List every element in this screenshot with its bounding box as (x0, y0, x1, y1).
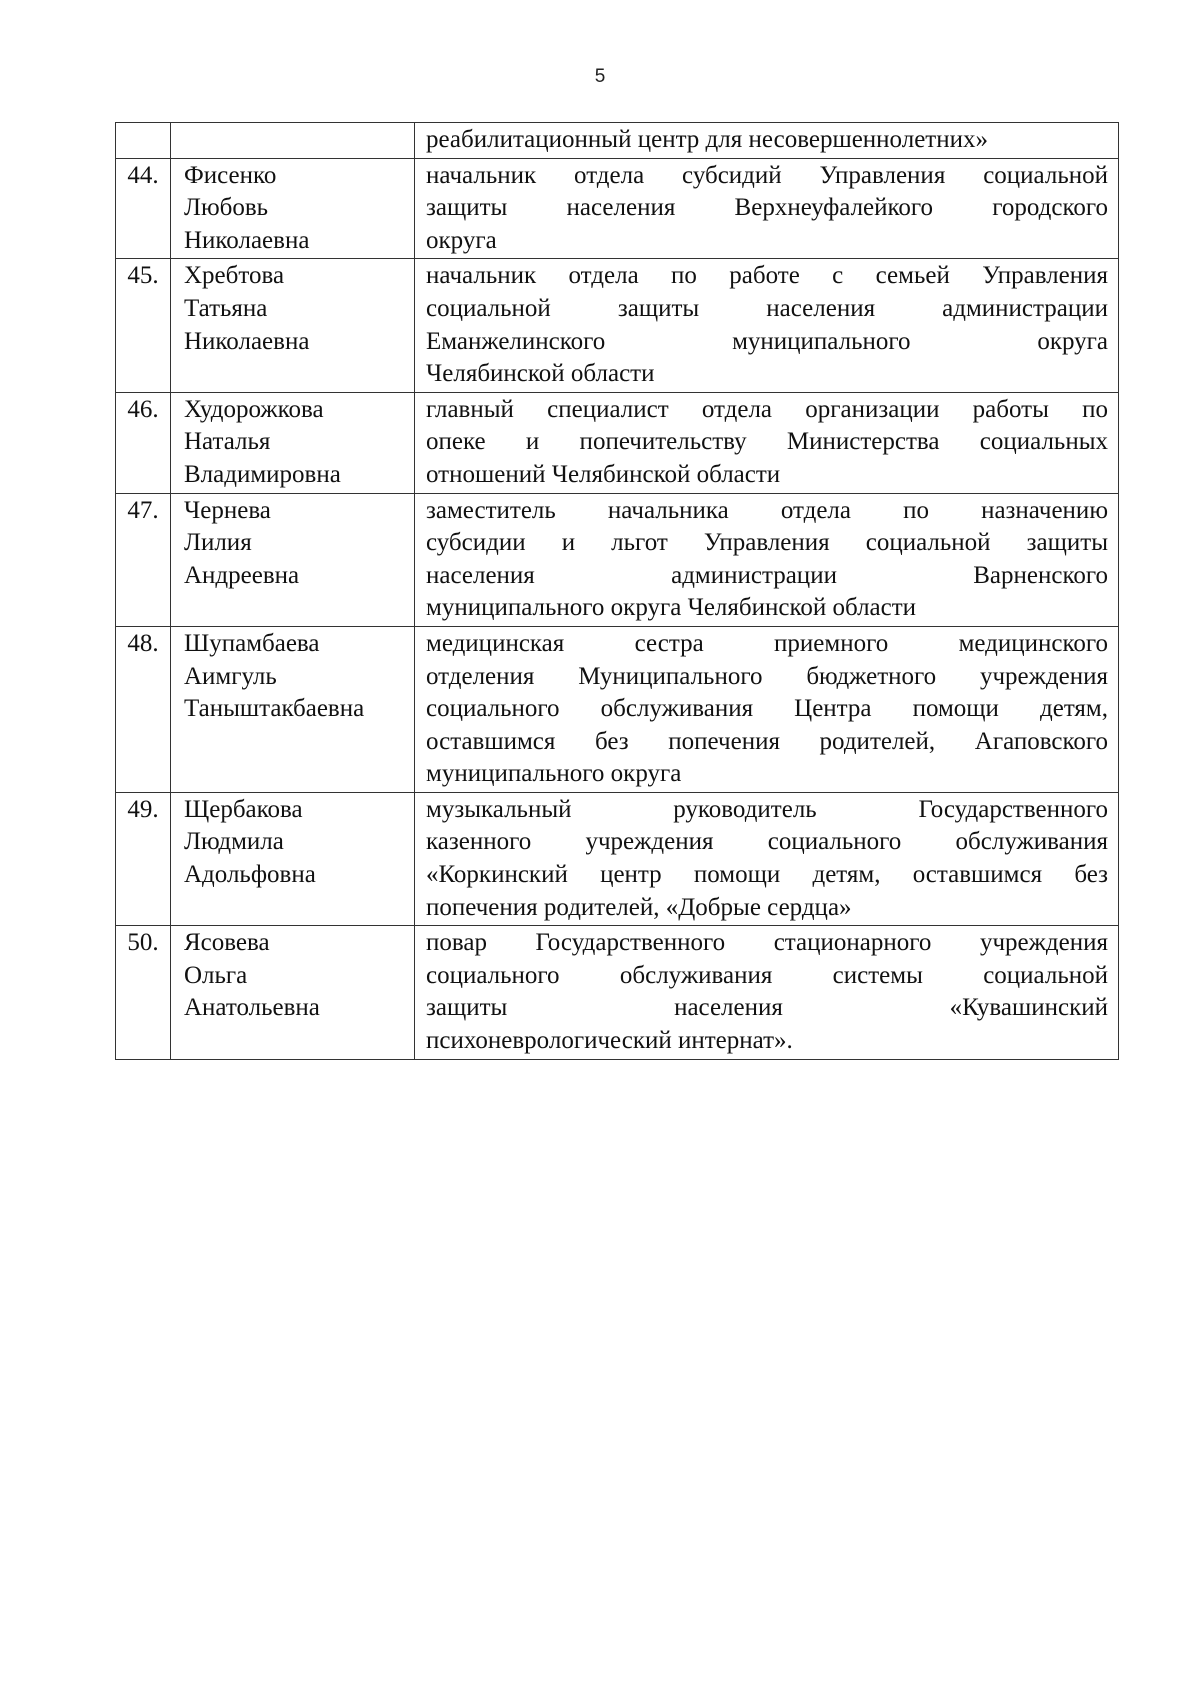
position-line: оставшимся без попечения родителей, Агаповского (426, 727, 1108, 755)
row-number: 46. (116, 392, 171, 493)
table-row (116, 259, 1119, 392)
position-line: медицинская сестра приемного медицинского (426, 629, 1108, 657)
position-line: социальной защиты населения администрации (426, 294, 1108, 322)
surname: Фисенко (184, 161, 277, 189)
surname: Шупамбаева (184, 629, 320, 657)
position-line: отношений Челябинской области (426, 460, 781, 488)
table-body (116, 123, 1119, 1060)
patronymic: Владимировна (184, 460, 341, 488)
position-line: начальник отдела по работе с семьей Управления (426, 262, 1108, 290)
position-description (415, 158, 1119, 259)
surname: Худорожкова (184, 395, 324, 423)
table-row (116, 392, 1119, 493)
position-line: округа (426, 226, 497, 254)
surname: Ясовева (184, 929, 270, 957)
position-line: муниципального округа (426, 760, 682, 788)
person-name (171, 792, 415, 925)
table-row (116, 158, 1119, 259)
position-line: главный специалист отдела организации работы по (426, 395, 1108, 423)
person-name (171, 493, 415, 626)
person-name (171, 392, 415, 493)
patronymic: Андреевна (184, 561, 300, 589)
given-name: Аимгуль (184, 662, 277, 690)
position-line: защиты населения Верхнеуфалейкого городского (426, 194, 1108, 222)
position-line: социального обслуживания Центра помощи детям, (426, 695, 1108, 723)
position-line: «Коркинский центр помощи детям, оставшимся без (426, 861, 1108, 889)
position-line: муниципального округа Челябинской области (426, 594, 917, 622)
position-line: защиты населения «Кувашинский (426, 994, 1108, 1022)
position-description (415, 123, 1119, 159)
given-name: Ольга (184, 961, 248, 989)
given-name: Лилия (184, 529, 252, 557)
person-name (171, 626, 415, 792)
staff-list-table (115, 122, 1119, 1060)
person-name (171, 158, 415, 259)
position-line: начальник отдела субсидий Управления социальной (426, 161, 1108, 189)
row-number: 50. (116, 926, 171, 1059)
row-number: 45. (116, 259, 171, 392)
position-description (415, 626, 1119, 792)
position-line: казенного учреждения социального обслуживания (426, 828, 1108, 856)
patronymic: Анатольевна (184, 994, 320, 1022)
patronymic: Адольфовна (184, 861, 316, 889)
position-line: населения администрации Варненского (426, 561, 1108, 589)
given-name: Наталья (184, 428, 271, 456)
row-number: 44. (116, 158, 171, 259)
position-line: психоневрологический интернат». (426, 1027, 793, 1055)
given-name: Татьяна (184, 294, 268, 322)
position-description (415, 392, 1119, 493)
given-name: Любовь (184, 194, 269, 222)
row-number: 47. (116, 493, 171, 626)
surname: Щербакова (184, 795, 303, 823)
page-number: 5 (594, 66, 606, 87)
position-description (415, 493, 1119, 626)
surname: Чернева (184, 496, 271, 524)
row-number: 49. (116, 792, 171, 925)
position-line: субсидии и льгот Управления социальной защиты (426, 529, 1108, 557)
position-line: попечения родителей, «Добрые сердца» (426, 893, 852, 921)
position-line: повар Государственного стационарного учреждения (426, 929, 1108, 957)
person-name (171, 123, 415, 159)
position-line: социального обслуживания системы социальной (426, 961, 1108, 989)
table-row-continuation (116, 123, 1119, 159)
surname: Хребтова (184, 262, 285, 290)
patronymic: Николаевна (184, 327, 310, 355)
table-row (116, 493, 1119, 626)
position-description (415, 792, 1119, 925)
position-description (415, 926, 1119, 1059)
patronymic: Таныштакбаевна (184, 695, 365, 723)
position-line: опеке и попечительству Министерства социальных (426, 428, 1108, 456)
person-name (171, 259, 415, 392)
table-row (116, 626, 1119, 792)
table-row (116, 792, 1119, 925)
patronymic: Николаевна (184, 226, 310, 254)
given-name: Людмила (184, 828, 284, 856)
position-line: реабилитационный центр для несовершеннолетних» (426, 126, 988, 153)
table-row (116, 926, 1119, 1059)
position-line: заместитель начальника отдела по назначению (426, 496, 1108, 524)
row-number: 48. (116, 626, 171, 792)
position-description (415, 259, 1119, 392)
person-name (171, 926, 415, 1059)
position-line: Челябинской области (426, 360, 655, 388)
row-number (116, 123, 171, 159)
position-line: отделения Муниципального бюджетного учреждения (426, 662, 1108, 690)
position-line: музыкальный руководитель Государственного (426, 795, 1108, 823)
position-line: Еманжелинского муниципального округа (426, 327, 1108, 355)
